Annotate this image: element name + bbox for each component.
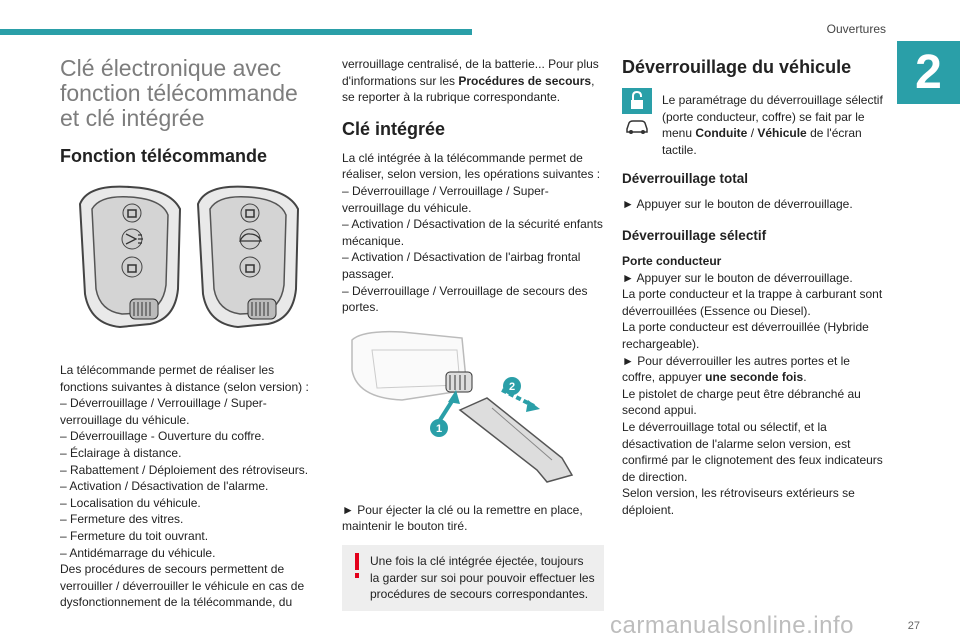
integrated-key-intro: La clé intégrée à la télécommande permet de réaliser, selon version, les opérations suivantes : <box>342 150 601 182</box>
list-item: – Fermeture du toit ouvrant. <box>60 528 209 543</box>
car-icon <box>622 116 652 136</box>
remote-keys-illustration <box>70 179 310 344</box>
page-number: 27 <box>907 620 920 632</box>
selective-para-4: Le déverrouillage total ou sélectif, et la désactivation de l'alarme selon version, est confirmé par le clignotement des feux indicateurs de direction. <box>622 419 883 484</box>
unlocking-heading: Déverrouillage du véhicule <box>622 57 852 77</box>
second-press-text: une seconde fois <box>705 370 804 385</box>
left-column <box>60 56 322 611</box>
menu-separator: / <box>747 126 758 141</box>
emergency-procedures-link: Procédures de secours <box>458 73 592 88</box>
list-item: – Déverrouillage / Verrouillage / Super-verrouillage du véhicule. <box>342 183 549 215</box>
callout-1-label: 1 <box>435 422 443 435</box>
metal-key-blade <box>460 398 572 482</box>
page-title: Clé électronique avec fonction télécommande et clé intégrée <box>60 55 298 131</box>
menu-vehicle: Véhicule <box>757 126 807 141</box>
total-unlock-step: ► Appuyer sur le bouton de déverrouillage. <box>622 197 853 212</box>
continued-text <box>342 56 604 106</box>
eject-instruction: ► Pour éjecter la clé ou la remettre en place, maintenir le bouton tiré. <box>342 502 583 534</box>
middle-column <box>342 56 604 611</box>
list-item: – Déverrouillage / Verrouillage / Super-verrouillage du véhicule. <box>60 396 267 427</box>
selective-para-1: La porte conducteur et la trappe à carburant sont déverrouillées (Essence ou Diesel). <box>622 287 883 318</box>
warning-exclamation-icon <box>351 553 363 579</box>
remote-intro: La télécommande permet de réaliser les fonctions suivantes à distance (selon version) : <box>60 363 309 394</box>
remote-function-heading: Fonction télécommande <box>60 146 268 166</box>
list-item: – Antidémarrage du véhicule. <box>60 545 216 560</box>
remote-keys-drawing <box>70 179 310 344</box>
remote-functions-list <box>60 395 322 561</box>
touchscreen-icon <box>622 88 652 114</box>
selective-para-3: Le pistolet de charge peut être débranché au second appui. <box>622 386 861 418</box>
list-item: – Déverrouillage - Ouverture du coffre. <box>60 429 265 444</box>
list-item: – Activation / Désactivation de la sécurité enfants mécanique. <box>342 217 603 248</box>
key-eject-drawing <box>342 330 592 490</box>
total-unlock-heading: Déverrouillage total <box>622 171 749 187</box>
driver-door-label: Porte conducteur <box>622 253 722 268</box>
integrated-key-heading: Clé intégrée <box>342 118 446 139</box>
list-item: – Localisation du véhicule. <box>60 495 201 510</box>
list-item: – Rabattement / Déploiement des rétroviseurs. <box>60 462 309 477</box>
selective-para-5: Selon version, les rétroviseurs extérieurs se déploient. <box>622 486 855 517</box>
remote-key-right <box>198 187 298 327</box>
list-item: – Activation / Désactivation de l'alarme. <box>60 479 269 494</box>
arrow-2-head <box>526 400 540 412</box>
list-item: – Activation / Désactivation de l'airbag frontal passager. <box>342 250 581 281</box>
warning-box <box>342 545 604 611</box>
integrated-key-list <box>342 183 604 316</box>
selective-para-2: La porte conducteur est déverrouillée (Hybride rechargeable). <box>622 320 869 351</box>
emergency-procedures-text: Des procédures de secours permettent de verrouiller / déverrouiller le véhicule en cas de dysfonctionnement de la télécommande, du <box>60 562 305 610</box>
header-accent-bar <box>0 29 472 35</box>
key-eject-illustration <box>342 330 592 490</box>
list-item: – Fermeture des vitres. <box>60 512 184 527</box>
menu-driving: Conduite <box>695 126 748 141</box>
continued-text-part: verrouillage centralisé, de la batterie... Pour plus d'informations sur les <box>342 57 599 88</box>
right-column <box>622 56 884 518</box>
step-2-end: . <box>803 370 807 385</box>
section-title: Ouvertures <box>826 22 886 36</box>
touchscreen-info <box>622 92 884 158</box>
selective-unlock-heading: Déverrouillage sélectif <box>622 227 767 243</box>
selective-step-1: ► Appuyer sur le bouton de déverrouillage. <box>622 270 853 285</box>
warning-text: Une fois la clé intégrée éjectée, toujours la garder sur soi pour pouvoir effectuer les procédures de secours correspondantes. <box>370 553 595 602</box>
list-item: – Déverrouillage / Verrouillage de secours des portes. <box>342 283 588 315</box>
watermark: carmanualsonline.info <box>610 612 854 639</box>
config-text-end: de l'écran tactile. <box>662 126 862 157</box>
list-item: – Éclairage à distance. <box>60 445 182 460</box>
continued-text-end: , se reporter à la rubrique correspondante. <box>342 73 595 105</box>
chapter-badge: 2 <box>897 41 960 104</box>
selective-config-text <box>662 92 884 158</box>
selective-step-2 <box>622 353 884 386</box>
callout-2-label: 2 <box>508 380 516 393</box>
remote-key-left <box>80 187 180 327</box>
config-text-part: Le paramétrage du déverrouillage sélectif (porte conducteur, coffre) se fait par le menu <box>662 93 883 141</box>
step-2-text: ► Pour déverrouiller les autres portes et le coffre, appuyer <box>622 353 850 385</box>
